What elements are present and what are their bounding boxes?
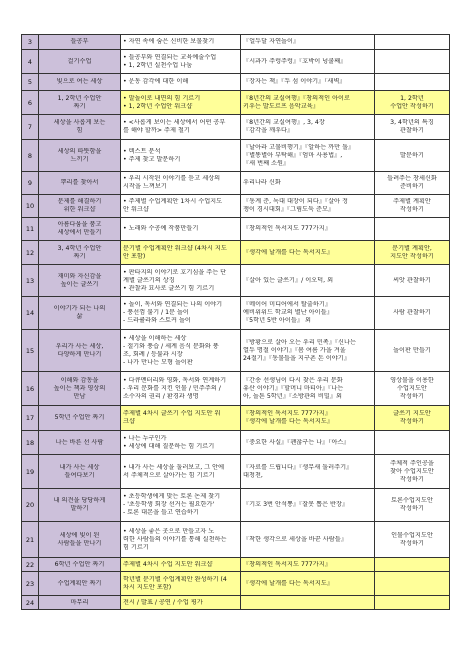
session-activities-line: - 토론 대본을 들고 연습하기 [123, 509, 199, 516]
session-activities-line: • 주제 찾고 발문하기 [123, 155, 181, 163]
session-books [241, 596, 375, 610]
session-title-line: 위한 워크샵 [63, 206, 96, 213]
session-activities [121, 115, 241, 140]
session-activities [121, 172, 241, 195]
session-assignment [375, 572, 450, 596]
table-row [22, 455, 450, 489]
table-row [22, 50, 450, 74]
session-books-line: 키우는 발도르프 음악교육』 [243, 102, 319, 110]
session-books-line: 『얼두달 자연놀이』 [243, 38, 300, 45]
session-books [241, 74, 375, 91]
session-assignment-line: 작성하기 [400, 475, 424, 483]
session-number: 11 [22, 218, 39, 241]
session-activities-line: 안 워크샵 [123, 206, 149, 213]
session-title [39, 330, 121, 372]
session-title [39, 489, 121, 522]
curriculum-table-sheet [21, 34, 449, 610]
session-activities-line: - 풍선껌 불기 / 1분 놀이 [123, 309, 189, 316]
session-books-line: 쟁이 경시대회』『그림도둑 준모』 [243, 206, 335, 213]
session-books [241, 372, 375, 406]
session-activities-line: 학년별 분기별 수업계획안 완성하기 (4 [123, 575, 227, 583]
session-title [39, 297, 121, 330]
session-books-line: 『8년간의 교실여행』, 3, 4장 [243, 119, 325, 126]
session-title-line: 뿌리를 찾아서 [60, 179, 99, 186]
session-activities-line: • 판타지의 이야기로 호기심을 주는 단 [123, 268, 227, 276]
session-number: 22 [22, 558, 39, 572]
session-activities [121, 489, 241, 522]
session-assignment-line: 작성하기 [400, 392, 424, 400]
session-activities-line: • 놀이, 독서와 연결되는 나의 이야기 [123, 301, 223, 308]
session-books [241, 558, 375, 572]
session-activities [121, 406, 241, 431]
session-activities-line: 계별 글쓰기의 상징 [123, 276, 175, 284]
session-books-line: 『창의적인 독서지도 777가지』 [243, 225, 331, 232]
session-title-line: 빛으로 여는 세상 [56, 78, 103, 85]
session-books [241, 431, 375, 455]
session-activities [121, 195, 241, 218]
session-books-line: 유산 이야기』『할머니 마티아』『나는 [243, 384, 344, 392]
session-title-line: 문제를 해결하기 [57, 198, 102, 205]
table-row [22, 522, 450, 558]
session-activities [121, 74, 241, 91]
session-activities [121, 558, 241, 572]
session-assignment-line: 들려주는 창세신화 [387, 175, 437, 182]
session-title-line: 나는 바른 선 사람 [55, 438, 104, 446]
session-books-line: 『기호 3번 안석뽕』『잘못 뽑은 반장』 [243, 501, 349, 508]
session-activities [121, 596, 241, 610]
session-number: 13 [22, 265, 39, 297]
session-number: 14 [22, 297, 39, 330]
session-books-line: 『생각에 날개를 다는 독서지도』 [243, 248, 334, 256]
table-row [22, 489, 450, 522]
session-title-line: 들공부 [70, 38, 89, 45]
session-activities-line: - 우리 문화를 지킨 인물 / 민주주의 / [123, 384, 221, 392]
session-books-line: 『살아 있는 글쓰기』/ 이오덕, 외 [243, 276, 334, 284]
session-assignment [375, 455, 450, 489]
session-books-line: 24절기』『동물들을 지구촌 돈 이야기』 [243, 354, 350, 362]
session-activities-line: - 나가 만나는 모형 놀이판 [123, 358, 193, 366]
session-activities-line: • 다큐멘터리와 영화, 독서와 연계하기 [123, 376, 227, 384]
session-assignment [375, 35, 450, 50]
session-title-line: 걸기수업 [67, 57, 92, 65]
session-assignment [375, 115, 450, 140]
session-activities-line: 차시 지도안 포함) [123, 583, 172, 591]
session-books-line: 『간송 선생님이 다시 찾은 우리 문화 [243, 376, 343, 384]
session-books-line: 『방황으로 살아 오는 우리 민족』『신나는 [243, 338, 356, 346]
session-title [39, 74, 121, 91]
table-row [22, 74, 450, 91]
session-assignment-line: 지도안 작성하기 [390, 252, 434, 260]
session-books [241, 218, 375, 241]
session-title-line: 내 의견을 당당하게 [53, 497, 106, 504]
session-activities [121, 297, 241, 330]
session-assignment [375, 74, 450, 91]
session-title [39, 140, 121, 172]
session-activities-line: • 주제별 수업계획안 1차시 수업지도 [123, 198, 223, 205]
session-assignment-line: 인물수업지도안 [391, 531, 433, 539]
session-assignment-line: 영상물을 이용한 [390, 376, 434, 384]
session-assignment [375, 297, 450, 330]
session-title-line: 5학년 수업안 짜기 [54, 414, 105, 421]
session-title-line: 짜기 [73, 252, 86, 260]
curriculum-table-body [22, 35, 450, 610]
session-books [241, 195, 375, 218]
session-number: 8 [22, 140, 39, 172]
session-assignment [375, 596, 450, 610]
session-assignment-line: 사람 관찰하기 [393, 309, 431, 316]
session-title-line: 들여다보기 [64, 471, 95, 479]
session-books-line: 『중요한 사실』『괜찮구는 나』『아스』 [243, 438, 350, 446]
table-row [22, 241, 450, 265]
session-activities [121, 241, 241, 265]
session-title-line: 삶 [76, 313, 83, 320]
table-row [22, 330, 450, 372]
session-assignment-line: 준비하기 [400, 183, 424, 190]
session-activities-line: • 들공부와 연결되는 교육예술수업 [123, 53, 217, 61]
session-title [39, 558, 121, 572]
session-assignment [375, 522, 450, 558]
session-activities-line: • 1, 2학년 실천수업 나눔 [123, 61, 193, 69]
session-title-line: 세상의 따뜻함을 [57, 147, 102, 155]
session-books [241, 572, 375, 596]
table-row [22, 572, 450, 596]
session-books-line: 『생각에 날개를 다는 독서지도』 [243, 418, 334, 425]
session-activities [121, 372, 241, 406]
session-title-line: 마무리 [70, 598, 89, 606]
session-title-line: 재미와 자신감을 [57, 272, 102, 280]
session-activities-line: 력한 사람들의 이야기를 통해 실천하는 [123, 535, 227, 543]
session-number: 10 [22, 195, 39, 218]
session-assignment [375, 50, 450, 74]
session-books [241, 406, 375, 431]
session-title-line: 이야기가 되는 나의 [53, 305, 106, 312]
session-number: 24 [22, 596, 39, 610]
session-number: 6 [22, 91, 39, 115]
session-assignment-line: 놀이판 만들기 [393, 346, 431, 354]
session-books-line: 『착한 생각으로 세상을 바꾼 사람들』 [243, 535, 347, 543]
table-row [22, 218, 450, 241]
table-row [22, 558, 450, 572]
session-assignment-line: 찾아 수업지도안 [390, 467, 434, 475]
session-title-line: 3, 4학년 수업안 [57, 244, 102, 252]
session-title-line: 세상에서 만들기 [57, 229, 102, 236]
session-books-line: 『8년간의 교실여행』『창의적인 아이로 [243, 94, 351, 102]
session-activities-line: • 세상을 좋은 곳으로 만들고자 노 [123, 527, 215, 535]
session-assignment [375, 140, 450, 172]
session-activities [121, 431, 241, 455]
session-assignment [375, 265, 450, 297]
session-activities [121, 50, 241, 74]
session-number: 15 [22, 330, 39, 372]
session-activities-line: • 나는 누구인가 [123, 434, 167, 442]
session-number: 5 [22, 74, 39, 91]
session-assignment-line: 토론수업지도안 [391, 497, 433, 504]
session-assignment-line: 수업지도안 [397, 384, 427, 392]
session-title-line: 높이는 책과 영상의 [53, 384, 106, 392]
table-row [22, 35, 450, 50]
session-activities-line: 힘 기르기 [123, 543, 149, 551]
session-assignment-line: 수업안 작성하기 [390, 102, 434, 110]
session-activities-line: 안 포함) [123, 252, 146, 260]
session-title [39, 195, 121, 218]
session-activities-line: 시작을 느껴보기 [123, 183, 167, 190]
session-activities-line: • 세상에 대해 질문하는 힘 기르기 [123, 442, 215, 450]
session-assignment [375, 195, 450, 218]
session-title [39, 115, 121, 140]
session-number: 3 [22, 35, 39, 50]
session-title-line: 세상을 사롭게 보는 [53, 119, 106, 126]
session-assignment [375, 558, 450, 572]
table-row [22, 431, 450, 455]
session-assignment [375, 172, 450, 195]
session-title-line: 말하기 [70, 505, 89, 512]
session-activities-line: 전시 / 발표 / 공연 / 수업 평가 [123, 598, 203, 606]
session-books-line: 『자료를 드립니다』『생무새 둘러주기』 [243, 463, 353, 471]
session-books-line: 『날아라 고물비행기』『알하는 까만 돌』 [243, 143, 355, 151]
session-books-line: 『생각에 날개를 다는 독서지도』 [243, 579, 334, 587]
table-row [22, 596, 450, 610]
session-number: 19 [22, 455, 39, 489]
session-activities-line: 조, 회례 / 등불과 시장 [123, 350, 183, 358]
session-activities-line: 를 해야 할까> 주제 철기 [123, 127, 190, 134]
session-title [39, 406, 121, 431]
session-assignment [375, 489, 450, 522]
session-activities [121, 265, 241, 297]
session-assignment-line: 분기별 계획안, [392, 244, 432, 252]
session-title-line: 느끼기 [70, 155, 89, 163]
session-books-line: 『동계 준, 녹대 대장이 되다』『살아 정 [243, 198, 348, 205]
session-title [39, 431, 121, 455]
session-assignment-line: 관찰하기 [400, 127, 424, 134]
session-activities-line: 크샵 [123, 418, 135, 425]
session-title [39, 522, 121, 558]
session-books-line: 아, 놀튼 5학년』『소방관의 비밀』외 [243, 392, 342, 400]
session-activities-line: - 드라큘라와 스토커 놀이 [123, 317, 191, 324]
session-assignment-line: 1, 2학년 [400, 94, 424, 102]
table-row [22, 140, 450, 172]
session-title-line: 높이는 글쓰기 [60, 280, 99, 288]
table-row [22, 195, 450, 218]
table-row [22, 91, 450, 115]
session-books-line: 대청천, [243, 471, 263, 479]
session-assignment [375, 406, 450, 431]
session-title [39, 218, 121, 241]
session-title-line: 6학년 수업안 짜기 [54, 560, 105, 568]
table-row [22, 115, 450, 140]
session-books-line: 『장자는 책』『두 섬 이야기』『새벽』 [243, 78, 346, 85]
curriculum-table [21, 34, 450, 610]
session-activities [121, 522, 241, 558]
session-number: 12 [22, 241, 39, 265]
session-assignment [375, 372, 450, 406]
session-activities-line: • 1, 2학년 수업안 워크샵 [123, 102, 193, 110]
session-books-line: 『창의적인 독서지도 777가지』 [243, 560, 331, 568]
session-activities-line: • 세상을 이해하는 세상 [123, 334, 187, 342]
session-books-line: 『별똥별아 부탁해』『엄마 사용법』, [243, 151, 343, 159]
session-books-line: 열두 명절 이야기』『봄 여름 가을 겨울 [243, 346, 346, 354]
session-activities-line: • 우리 시작된 이야기를 듣고 세상의 [123, 175, 221, 182]
session-assignment-line: 3, 4학년의 특징 [390, 119, 434, 126]
table-row [22, 265, 450, 297]
session-assignment-line: 주제별 계획안 [393, 198, 431, 205]
session-title [39, 455, 121, 489]
session-activities-line: • 내가 사는 세상을 둘러보고, 그 안에 [123, 463, 225, 471]
session-activities-line: 소수자의 권리 / 환경과 생명 [123, 392, 199, 400]
session-books-line: 『메이어 미디어에서 탈출하기』 [243, 301, 332, 308]
session-books-line: 『창의적인 독서지도 777가지』 [243, 410, 331, 417]
table-row [22, 297, 450, 330]
session-books [241, 241, 375, 265]
session-number: 7 [22, 115, 39, 140]
session-books [241, 172, 375, 195]
session-title-line: 1, 2학년 수업안 [57, 94, 102, 102]
session-books [241, 265, 375, 297]
table-row [22, 406, 450, 431]
session-number: 4 [22, 50, 39, 74]
session-books [241, 455, 375, 489]
session-activities-line: • 관찰과 묘사로 글쓰기 힘 기르기 [123, 284, 215, 292]
session-title-line: 사람들을 만나기 [57, 539, 102, 547]
session-activities [121, 218, 241, 241]
session-title-line: 짜기 [73, 102, 86, 110]
session-activities-line: • 텍스트 분석 [123, 147, 161, 155]
session-books [241, 489, 375, 522]
session-books [241, 115, 375, 140]
session-title [39, 50, 121, 74]
session-assignment-line: 씨앗 관찰하기 [393, 276, 431, 284]
session-activities-line: 서 주체적으로 살아가는 힘 기르기 [123, 471, 215, 479]
session-books-line: 『시과가 주렁주렁』『호박이 넝쿨째』 [243, 57, 347, 65]
session-activities-line: - '초등학생 회장 선거는 필요한가' [123, 501, 215, 508]
session-assignment-line: 작성하기 [400, 418, 424, 425]
session-books [241, 50, 375, 74]
session-title-line: 수업계획안 짜기 [57, 579, 102, 587]
session-activities-line: • 초등학생에게 맞는 토론 논제 찾기 [123, 493, 221, 500]
session-title-line: 세상에 빛이 된 [59, 531, 100, 539]
session-books-line: 『감각을 깨우다』 [243, 127, 294, 134]
session-title [39, 596, 121, 610]
session-title-line: 다양하게 만나기 [57, 350, 102, 358]
session-activities-line: • 말놀이로 내면의 힘 기르기 [123, 94, 201, 102]
session-activities [121, 91, 241, 115]
session-activities [121, 572, 241, 596]
session-books [241, 140, 375, 172]
session-number: 9 [22, 172, 39, 195]
session-activities [121, 35, 241, 50]
session-title-line: 아름다움을 품고 [57, 221, 102, 228]
session-activities [121, 140, 241, 172]
session-activities [121, 330, 241, 372]
session-books [241, 297, 375, 330]
session-assignment-line: 글쓰기 지도안 [393, 410, 431, 417]
session-books [241, 91, 375, 115]
session-title [39, 172, 121, 195]
session-title-line: 내가 사는 세상 [59, 463, 100, 471]
session-number: 21 [22, 522, 39, 558]
session-assignment-line: 발문하기 [400, 151, 424, 159]
session-assignment-line: 주체적 주인공을 [390, 459, 434, 467]
session-activities-line: 주제별 4차시 글쓰기 수업 지도안 워 [123, 410, 221, 417]
session-title [39, 372, 121, 406]
session-title [39, 91, 121, 115]
session-number: 23 [22, 572, 39, 596]
session-assignment [375, 241, 450, 265]
session-activities-line: • 자연 속에 숨은 신비한 보물찾기 [123, 38, 215, 45]
table-row [22, 172, 450, 195]
session-assignment [375, 330, 450, 372]
session-title [39, 572, 121, 596]
session-assignment-line: 작성하기 [400, 539, 424, 547]
session-books [241, 330, 375, 372]
session-activities-line: • 운동 감각에 대한 이해 [123, 78, 189, 85]
session-assignment-line: 작성하기 [400, 206, 424, 213]
table-row [22, 372, 450, 406]
session-activities-line: • <사롭게 보이는 세상에서 어떤 공부 [123, 119, 226, 126]
session-number: 18 [22, 431, 39, 455]
session-activities-line: • 노래와 수공예 작품만들기 [123, 225, 199, 232]
session-title [39, 265, 121, 297]
session-books-line: 『새 번째 소원』 [243, 159, 290, 167]
session-books [241, 35, 375, 50]
session-activities-line: - 절기와 풍습 / 세계 음식 문화와 풍 [123, 342, 219, 350]
session-title-line: 이해와 감동을 [60, 376, 99, 384]
session-activities-line: 분기별 수업계획안 워크샵 (4차시 지도 [123, 244, 227, 252]
session-title-line: 만남 [73, 392, 86, 400]
session-number: 16 [22, 372, 39, 406]
session-activities [121, 455, 241, 489]
session-number: 20 [22, 489, 39, 522]
session-assignment [375, 431, 450, 455]
session-title-line: 우리가 사는 세상, [55, 342, 104, 350]
session-books [241, 522, 375, 558]
session-title [39, 35, 121, 50]
session-activities-line: 주제별 4차시 수업 지도안 워크샵 [123, 560, 213, 568]
session-assignment-line: 작성하기 [400, 505, 424, 512]
session-books-line: 『5학년 5반 아이들』 외 [243, 317, 311, 324]
session-books-line: 예비위위드 학교의 별난 아이들』 [243, 309, 333, 316]
session-assignment [375, 218, 450, 241]
session-number: 17 [22, 406, 39, 431]
session-title-line: 힘 [76, 127, 83, 134]
session-books-line: 우리나라 신화 [243, 179, 281, 186]
session-assignment [375, 91, 450, 115]
session-title [39, 241, 121, 265]
